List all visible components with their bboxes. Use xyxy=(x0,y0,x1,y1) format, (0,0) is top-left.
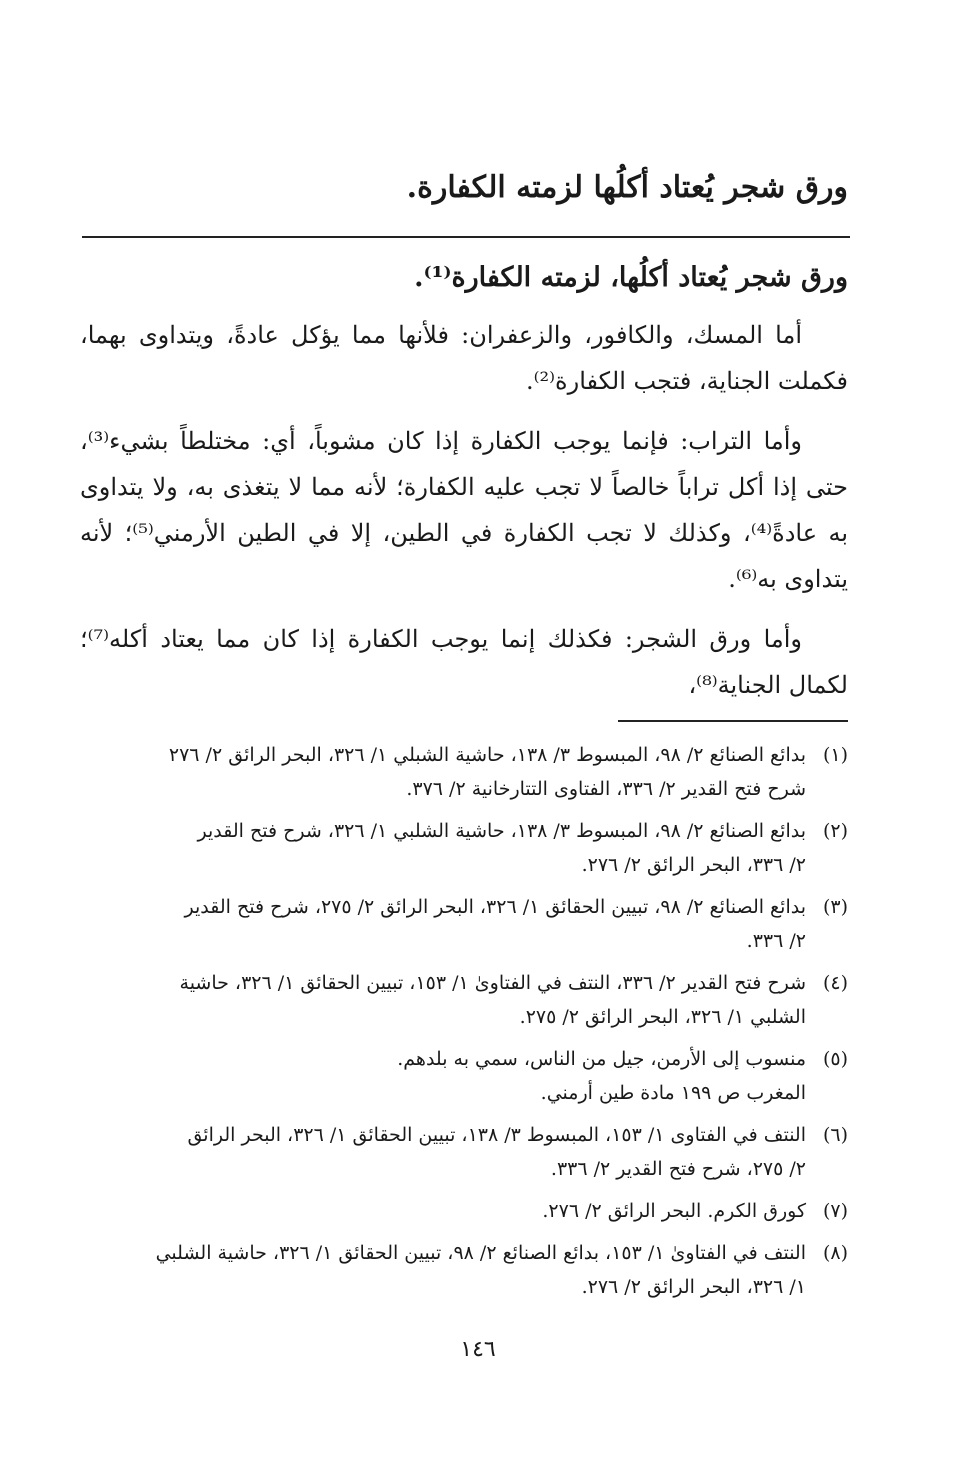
footnote-number: (٣) xyxy=(822,896,848,918)
footnote-item xyxy=(80,1236,848,1304)
footnote-line: شرح فتح القدير ٢/ ٣٣٦، الفتاوى التتارخانية ٢/ ٣٧٦. xyxy=(406,778,806,800)
footnote-separator xyxy=(618,720,848,722)
footnote-line: ١/ ٣٢٦، البحر الرائق ٢/ ٢٧٦. xyxy=(581,1276,806,1298)
footnote-line: ٢/ ٣٣٦، البحر الرائق ٢/ ٢٧٦. xyxy=(581,854,806,876)
footnote-item xyxy=(80,1042,848,1110)
footnote-text xyxy=(80,814,806,882)
footnote-item xyxy=(80,1194,848,1228)
running-header-title: ورق شجر يُعتاد أكلُها لزمته الكفارة. xyxy=(406,170,848,205)
header-rule xyxy=(82,236,850,238)
footnote-line: بدائع الصنائع ٢/ ٩٨، تبيين الحقائق ١/ ٣٢٦، البحر الرائق ٢/ ٢٧٥، شرح فتح القدير xyxy=(184,896,806,918)
footnote-number: (١) xyxy=(822,744,848,766)
footnote-line: بدائع الصنائع ٢/ ٩٨، المبسوط ٣/ ١٣٨، حاشية الشلبي ١/ ٣٢٦، شرح فتح القدير xyxy=(197,820,806,842)
footnote-line: ٢/ ٣٣٦. xyxy=(746,930,806,952)
footnote-text xyxy=(80,738,806,806)
footnote-text xyxy=(80,966,806,1034)
footnote-number: (٥) xyxy=(822,1048,848,1070)
footnote-line: الشلبي ١/ ٣٢٦، البحر الرائق ٢/ ٢٧٥. xyxy=(519,1006,806,1028)
footnote-line: بدائع الصنائع ٢/ ٩٨، المبسوط ٣/ ١٣٨، حاشية الشبلي ١/ ٣٢٦، البحر الرائق ٢/ ٢٧٦ xyxy=(168,744,806,766)
footnote-number: (٧) xyxy=(822,1200,848,1222)
main-text xyxy=(80,248,848,722)
footnote-line: النتف في الفتاوىٰ ١/ ١٥٣، بدائع الصنائع ٢/ ٩٨، تبيين الحقائق ١/ ٣٢٦، حاشية الشلبي xyxy=(155,1242,806,1264)
footnote-item xyxy=(80,738,848,806)
paragraph-soil: وأما التراب: فإنما يوجب الكفارة إذا كان مشوباً، أي: مختلطاً بشيء⁽³⁾، حتى إذا أكل تراباً خالصاً لا تجب عليه الكفارة؛ لأنه مما لا يتغذى به، ولا يتداوى به عادةً⁽⁴⁾، وكذلك لا تجب الكفارة في الطين، إلا في الطين الأرمني⁽⁵⁾؛ لأنه يتداوى به⁽⁶⁾. xyxy=(80,427,849,593)
footnote-number: (٤) xyxy=(822,972,848,994)
footnote-text xyxy=(80,1042,806,1110)
footnote-text xyxy=(80,1118,806,1186)
footnote-text xyxy=(80,1236,806,1304)
page-number: ١٤٦ xyxy=(460,1337,496,1362)
paragraph-leaves: وأما ورق الشجر: فكذلك إنما يوجب الكفارة إذا كان مما يعتاد أكله⁽⁷⁾؛ لكمال الجناية⁽⁸⁾، xyxy=(80,625,848,699)
footnote-text xyxy=(80,890,806,958)
footnote-line: النتف في الفتاوى ١/ ١٥٣، المبسوط ٣/ ١٣٨، تبيين الحقائق ١/ ٣٢٦، البحر الرائق xyxy=(187,1124,806,1146)
footnote-number: (٦) xyxy=(822,1124,848,1146)
footnote-item xyxy=(80,1118,848,1186)
footnote-item xyxy=(80,890,848,958)
footnote-item xyxy=(80,814,848,882)
footnote-line: المغرب ص ١٩٩ مادة طين أرمني. xyxy=(540,1082,806,1104)
footnote-number: (٨) xyxy=(822,1242,848,1264)
footnote-line: ٢/ ٢٧٥، شرح فتح القدير ٢/ ٣٣٦. xyxy=(550,1158,806,1180)
footnotes-list xyxy=(80,738,848,1312)
footnote-number: (٢) xyxy=(822,820,848,842)
footnote-line: شرح فتح القدير ٢/ ٣٣٦، النتف في الفتاوىٰ ١/ ١٥٣، تبيين الحقائق ١/ ٣٢٦، حاشية xyxy=(179,972,806,994)
paragraph-musk: أما المسك، والكافور، والزعفران: فلأنها مما يؤكل عادةً، ويتداوى بهما، فكملت الجناية، فتجب الكفارة⁽²⁾. xyxy=(80,321,848,395)
section-subtitle: ورق شجر يُعتاد أكلُها، لزمته الكفارة⁽¹⁾. xyxy=(414,262,848,293)
footnote-line: منسوب إلى الأرمن، جيل من الناس، سمي به بلدهم. xyxy=(397,1048,806,1070)
footnote-line: كورق الكرم. البحر الرائق ٢/ ٢٧٦. xyxy=(542,1200,806,1222)
footnote-text xyxy=(80,1194,806,1228)
footnote-item xyxy=(80,966,848,1034)
